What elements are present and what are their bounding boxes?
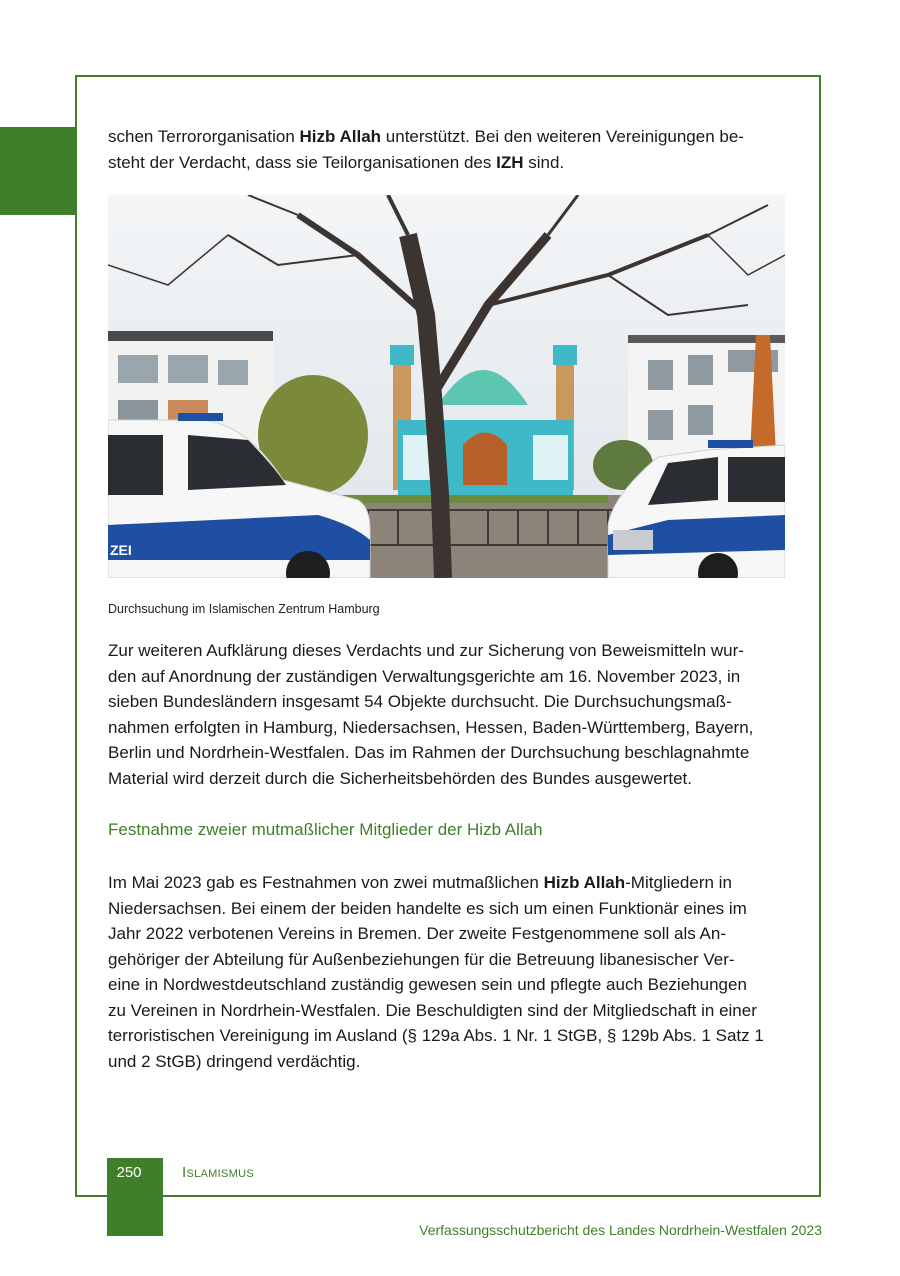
text-line: und 2 StGB) dringend verdächtig.: [108, 1051, 361, 1071]
section-label: Islamismus: [182, 1164, 254, 1181]
text-line: eine in Nordwestdeutschland zuständig gewesen sein und pflegte auch Beziehungen: [108, 975, 747, 994]
text-line: den auf Anordnung der zuständigen Verwaltungsgerichte am 16. November 2023, in: [108, 666, 741, 686]
text-line: gehöriger der Abteilung für Außenbeziehungen für die Betreuung libanesischer Ver-: [108, 949, 735, 969]
intro-paragraph: [108, 124, 788, 175]
intro-line-2: steht der Verdacht, dass sie Teilorganisationen des IZH sind.: [108, 152, 565, 172]
section-heading: Festnahme zweier mutmaßlicher Mitglieder der Hizb Allah: [108, 820, 543, 839]
text-line: Material wird derzeit durch die Sicherheitsbehörden des Bundes ausgewertet.: [108, 768, 692, 788]
text-line: sieben Bundesländern insgesamt 54 Objekte durchsucht. Die Durchsuchungsmaß-: [108, 692, 732, 711]
text-line: nahmen erfolgten in Hamburg, Niedersachsen, Hessen, Baden-Württemberg, Bayern,: [108, 717, 754, 737]
arrest-paragraph: [108, 870, 798, 1074]
intro-line-1: schen Terrororganisation Hizb Allah unterstützt. Bei den weiteren Vereinigungen be-: [108, 127, 744, 146]
page-number: 250: [116, 1164, 142, 1181]
mosque-search-photo: [108, 195, 785, 578]
text-line: Jahr 2022 verbotenen Vereins in Bremen. Der zweite Festgenommene soll als An-: [108, 924, 726, 943]
search-paragraph: [108, 638, 798, 791]
text-line: terroristischen Vereinigung im Ausland (§ 129a Abs. 1 Nr. 1 StGB, § 129b Abs. 1 Satz 1: [108, 1026, 764, 1045]
text-line: Zur weiteren Aufklärung dieses Verdachts und zur Sicherung von Beweismitteln wur-: [108, 641, 744, 660]
chapter-side-tab: [0, 127, 76, 215]
photo-illustration: [108, 195, 785, 578]
photo-caption: Durchsuchung im Islamischen Zentrum Hamburg: [108, 602, 380, 616]
text-line: Im Mai 2023 gab es Festnahmen von zwei mutmaßlichen Hizb Allah-Mitgliedern in: [108, 873, 732, 892]
text-line: Niedersachsen. Bei einem der beiden handelte es sich um einen Funktionär eines im: [108, 898, 747, 918]
van-lettering: ZEI: [110, 542, 132, 558]
text-line: zu Vereinen in Nordrhein-Westfalen. Die Beschuldigten sind der Mitgliedschaft in einer: [108, 1000, 757, 1020]
publication-title: Verfassungsschutzbericht des Landes Nordrhein-Westfalen 2023: [419, 1222, 822, 1238]
text-line: Berlin und Nordrhein-Westfalen. Das im Rahmen der Durchsuchung beschlagnahmte: [108, 743, 750, 762]
